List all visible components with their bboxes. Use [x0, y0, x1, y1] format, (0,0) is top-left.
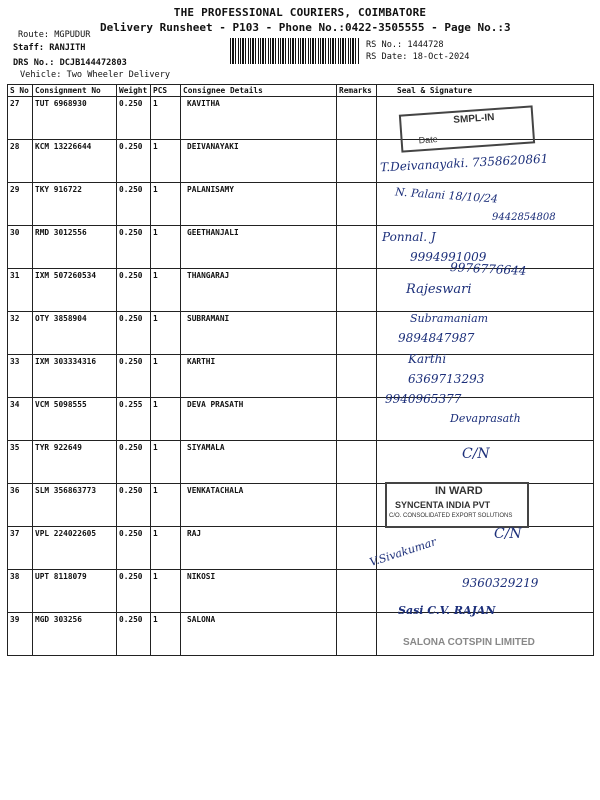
- cell-remarks: [337, 183, 377, 226]
- cell-sno: 33: [8, 355, 33, 398]
- col-weight: Weight: [117, 85, 151, 97]
- cell-remarks: [337, 140, 377, 183]
- cell-consignee: KARTHI: [181, 355, 337, 398]
- cell-weight: 0.250: [117, 570, 151, 613]
- cell-weight: 0.250: [117, 355, 151, 398]
- cell-remarks: [337, 97, 377, 140]
- cell-consignee: SIYAMALA: [181, 441, 337, 484]
- cell-consignee: RAJ: [181, 527, 337, 570]
- document-title: THE PROFESSIONAL COURIERS, COIMBATORE: [173, 6, 427, 19]
- cell-sno: 37: [8, 527, 33, 570]
- signature-row-32: Subramaniam: [410, 312, 489, 325]
- phone-row-38: 9360329219: [462, 576, 539, 590]
- cell-consignee: KAVITHA: [181, 97, 337, 140]
- cell-consignment: MGD 303256: [33, 613, 117, 656]
- cell-weight: 0.250: [117, 97, 151, 140]
- cell-sno: 31: [8, 269, 33, 312]
- staff-label: Staff: RANJITH: [13, 43, 86, 53]
- col-signature: Seal & Signature: [377, 85, 594, 97]
- cell-signature: [377, 613, 594, 656]
- cell-consignment: KCM 13226644: [33, 140, 117, 183]
- cell-remarks: [337, 570, 377, 613]
- cell-remarks: [337, 484, 377, 527]
- note-row-37: C/N: [494, 526, 522, 542]
- table-header-row: [8, 85, 594, 97]
- cell-consignee: NIKOSI: [181, 570, 337, 613]
- signature-row-28: T.Deivanayaki. 7358620861: [379, 151, 549, 175]
- cell-remarks: [337, 269, 377, 312]
- cell-remarks: [337, 226, 377, 269]
- inward-stamp: [385, 482, 529, 528]
- vehicle-label: Vehicle: Two Wheeler Delivery: [20, 70, 171, 80]
- cell-remarks: [337, 613, 377, 656]
- document-subtitle: Delivery Runsheet - P103 - Phone No.:0422-3505555 - Page No.:3: [100, 21, 511, 34]
- runsheet-table: [7, 84, 594, 656]
- table-row: [8, 355, 594, 398]
- cell-sno: 29: [8, 183, 33, 226]
- cell-pcs: 1: [151, 613, 181, 656]
- cell-pcs: 1: [151, 398, 181, 441]
- cell-pcs: 1: [151, 570, 181, 613]
- cell-sno: 35: [8, 441, 33, 484]
- table-row: [8, 613, 594, 656]
- stamp-text: SYNCENTA INDIA PVT: [395, 500, 491, 510]
- cell-pcs: 1: [151, 226, 181, 269]
- cell-weight: 0.250: [117, 613, 151, 656]
- signature-row-30: Ponnal. J: [382, 230, 436, 244]
- drs-label: DRS No.: DCJB144472803: [13, 58, 127, 68]
- cell-sno: 36: [8, 484, 33, 527]
- cell-pcs: 1: [151, 140, 181, 183]
- cell-sno: 28: [8, 140, 33, 183]
- route-label: Route: MGPUDUR: [18, 30, 91, 40]
- phone-row-34: 9940965377: [385, 392, 462, 406]
- name-row-31: Rajeswari: [406, 282, 472, 297]
- cell-consignment: VPL 224022605: [33, 527, 117, 570]
- phone-row-31: 9976776644: [449, 260, 527, 278]
- cell-pcs: 1: [151, 269, 181, 312]
- rs-number: RS No.: 1444728: [366, 40, 444, 50]
- cell-consignee: THANGARAJ: [181, 269, 337, 312]
- cell-weight: 0.250: [117, 269, 151, 312]
- cell-consignee: PALANISAMY: [181, 183, 337, 226]
- signature-row-38: V.Sivakumar: [367, 535, 438, 569]
- stamp-text: SMPL-IN: [452, 112, 495, 126]
- cell-consignment: TUT 6968930: [33, 97, 117, 140]
- company-name-print: SALONA COTSPIN LIMITED: [403, 637, 535, 648]
- cell-consignment: OTY 3858904: [33, 312, 117, 355]
- phone-row-29: 9442854808: [492, 212, 556, 223]
- cell-weight: 0.250: [117, 183, 151, 226]
- rs-date: RS Date: 18-Oct-2024: [366, 52, 470, 62]
- phone-row-32: 9894847987: [398, 331, 475, 345]
- cell-consignment: SLM 356863773: [33, 484, 117, 527]
- cell-weight: 0.250: [117, 441, 151, 484]
- cell-weight: 0.250: [117, 226, 151, 269]
- cell-pcs: 1: [151, 97, 181, 140]
- cell-pcs: 1: [151, 183, 181, 226]
- cell-sno: 30: [8, 226, 33, 269]
- cell-weight: 0.250: [117, 140, 151, 183]
- signature-row-34: Devaprasath: [450, 412, 521, 425]
- cell-consignment: IXM 507260534: [33, 269, 117, 312]
- cell-consignment: VCM 5098555: [33, 398, 117, 441]
- cell-sno: 34: [8, 398, 33, 441]
- cell-consignment: TKY 916722: [33, 183, 117, 226]
- cell-consignee: GEETHANJALI: [181, 226, 337, 269]
- cell-consignee: SUBRAMANI: [181, 312, 337, 355]
- stamp-text: C/O. CONSOLIDATED EXPORT SOLUTIONS: [389, 513, 513, 519]
- cell-remarks: [337, 441, 377, 484]
- cell-weight: 0.255: [117, 398, 151, 441]
- cell-pcs: 1: [151, 484, 181, 527]
- cell-consignment: UPT 8118079: [33, 570, 117, 613]
- cell-weight: 0.250: [117, 312, 151, 355]
- cell-remarks: [337, 312, 377, 355]
- cell-pcs: 1: [151, 355, 181, 398]
- cell-consignment: TYR 922649: [33, 441, 117, 484]
- table-row: [8, 312, 594, 355]
- cell-remarks: [337, 398, 377, 441]
- cell-consignment: IXM 303334316: [33, 355, 117, 398]
- cell-pcs: 1: [151, 527, 181, 570]
- col-pcs: PCS: [151, 85, 181, 97]
- cell-sno: 39: [8, 613, 33, 656]
- cell-consignment: RMD 3012556: [33, 226, 117, 269]
- table-row: [8, 441, 594, 484]
- signature-row-39: Sasi C.V. RAJAN: [398, 604, 496, 617]
- stamp-text: IN WARD: [435, 485, 483, 497]
- cell-sno: 27: [8, 97, 33, 140]
- cell-consignee: DEIVANAYAKI: [181, 140, 337, 183]
- cell-remarks: [337, 355, 377, 398]
- stamp-date: Date: [418, 134, 438, 146]
- col-consignee: Consignee Details: [181, 85, 337, 97]
- cell-consignee: SALONA: [181, 613, 337, 656]
- col-remarks: Remarks: [337, 85, 377, 97]
- cell-weight: 0.250: [117, 484, 151, 527]
- cell-weight: 0.250: [117, 527, 151, 570]
- cell-consignee: VENKATACHALA: [181, 484, 337, 527]
- barcode: [230, 38, 360, 64]
- cell-pcs: 1: [151, 312, 181, 355]
- cell-consignee: DEVA PRASATH: [181, 398, 337, 441]
- signature-row-33: Karthi: [408, 352, 447, 366]
- col-consignment: Consignment No: [33, 85, 117, 97]
- col-sno: S No: [8, 85, 33, 97]
- phone-row-30: 9994991009: [410, 250, 487, 264]
- phone-row-33: 6369713293: [408, 372, 485, 386]
- note-row-35: C/N: [462, 446, 490, 462]
- cell-sno: 32: [8, 312, 33, 355]
- cell-pcs: 1: [151, 441, 181, 484]
- signature-row-29: N. Palani 18/10/24: [394, 185, 499, 206]
- cell-sno: 38: [8, 570, 33, 613]
